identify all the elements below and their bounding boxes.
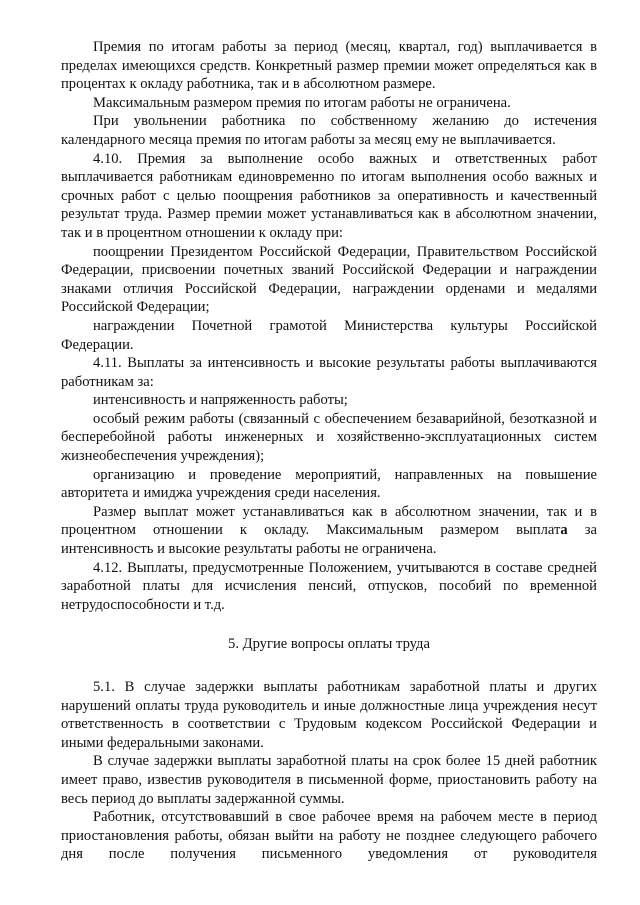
paragraph-4-12: 4.12. Выплаты, предусмотренные Положением, учитываются в составе средней заработной платы для исчисления пенсий, отпусков, пособий по временной нетрудоспособности и т.д. <box>61 559 597 613</box>
paragraph-certificate-award: награждении Почетной грамотой Министерства культуры Российской Федерации. <box>61 317 597 353</box>
paragraph-president-award: поощрении Президентом Российской Федерации, Правительством Российской Федерации, присвоении почетных званий Российской Федерации и награждении знаками отличия Российской Федерации, награждении орденами и медалями Российской Федерации; <box>61 243 597 316</box>
max-size-bold-letter: а <box>560 522 568 539</box>
paragraph-delay-right: В случае задержки выплаты заработной платы на срок более 15 дней работник имеет право, известив руководителя в письменной форме, приостановить работу на весь период до выплаты задержанной суммы. <box>61 753 597 807</box>
max-size-text-end: за интенсивность и высокие результаты работы не ограничена. <box>61 522 597 558</box>
paragraph-special-mode: особый режим работы (связанный с обеспечением безаварийной, безотказной и бесперебойной работы инженерных и хозяйственно-эксплуатационных систем жизнеобеспечения учреждения); <box>61 410 597 465</box>
paragraph-5-1: 5.1. В случае задержки выплаты работникам заработной платы и других нарушений оплаты труда руководитель и иные должностные лица учреждения несут ответственность в соответствии с Трудовым кодексом Российской Федерации и иными федеральными законами. <box>61 679 597 751</box>
paragraph-intensity: интенсивность и напряженность работы; <box>93 392 348 409</box>
paragraph-absence: Работник, отсутствовавший в свое рабочее время на рабочем месте в период приостановления работы, обязан выйти на работу не позднее следующего рабочего дня после получения письменного уведомления от руководителя <box>61 809 597 863</box>
paragraph-bonus-period: Премия по итогам работы за период (месяц, квартал, год) выплачивается в пределах имеющихся средств. Конкретный размер премии может определяться как в процентах к окладу работника, так и в абсолютном размере. <box>61 39 597 93</box>
document-page <box>61 38 597 864</box>
section-heading: 5. Другие вопросы оплаты труда <box>228 636 430 653</box>
paragraph-bonus-max: Максимальным размером премия по итогам работы не ограничена. <box>93 94 511 111</box>
paragraph-max-size <box>61 503 597 559</box>
paragraph-dismissal: При увольнении работника по собственному желанию до истечения календарного месяца премия по итогам работы за месяц ему не выплачивается. <box>61 113 597 148</box>
paragraph-4-10: 4.10. Премия за выполнение особо важных и ответственных работ выплачивается работникам единовременно по итогам выполнения особо важных и срочных работ с целью поощрения работников за оперативность и качественный результат труда. Размер премии может устанавливаться как в абсолютном значении, так и в процентном отношении к окладу при: <box>61 150 597 241</box>
paragraph-events: организацию и проведение мероприятий, направленных на повышение авторитета и имиджа учреждения среди населения. <box>61 466 597 502</box>
max-size-text-start: Размер выплат может устанавливаться как в абсолютном значении, так и в процентном отношении к окладу. Максимальным размером выплат <box>61 503 597 539</box>
paragraph-4-11: 4.11. Выплаты за интенсивность и высокие результаты работы выплачиваются работникам за: <box>61 355 597 390</box>
